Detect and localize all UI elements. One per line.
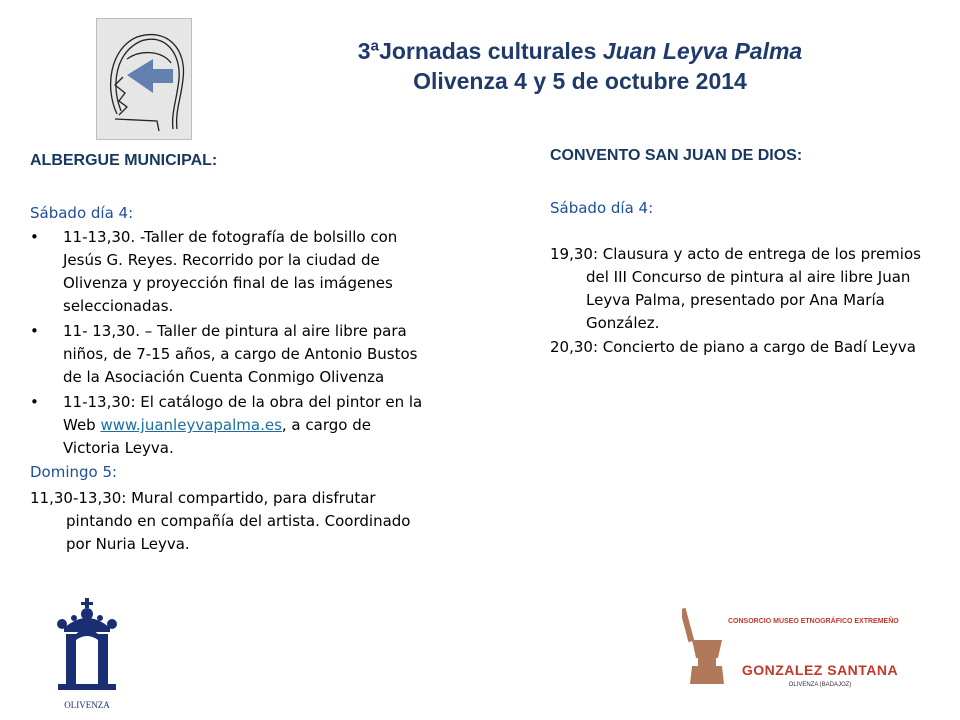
item-text: 11-13,30: El catálogo de la obra del pintor en la Web: [63, 393, 423, 434]
bullet: •: [30, 228, 39, 246]
convento-heading: CONVENTO SAN JUAN DE DIOS:: [550, 147, 803, 164]
convento-section: [550, 147, 921, 359]
head-sketch-logo: [96, 18, 192, 140]
olivenza-logo: [54, 598, 120, 708]
item-text: , a cargo de Victoria Leyva.: [63, 416, 371, 457]
page-title: [300, 36, 860, 96]
albergue-sunday-label: Domingo 5:: [30, 463, 118, 481]
list-item: [30, 391, 425, 460]
list-item: [30, 226, 425, 318]
title-line-2: Olivenza 4 y 5 de octubre 2014: [413, 68, 747, 94]
albergue-saturday-list: [30, 226, 425, 460]
title-artist: Juan Leyva Palma: [602, 38, 803, 64]
item-text: 11-13,30. -Taller de fotografía de bolsillo con Jesús G. Reyes. Recorrido por la ciudad de Olivenza y proyección final de las imágenes seleccionadas.: [63, 228, 398, 315]
olivenza-crest-icon: [54, 598, 120, 694]
bullet: •: [30, 393, 39, 411]
olivenza-logo-text: OLIVENZA: [64, 700, 110, 710]
museo-line1: CONSORCIO MUSEO ETNOGRÁFICO EXTREMEÑO: [728, 618, 899, 625]
bullet: •: [30, 322, 39, 340]
albergue-sunday-item: 11,30-13,30: Mural compartido, para disfrutar pintando en compañía del artista. Coordinado por Nuria Leyva.: [30, 489, 411, 553]
title-line-1: [300, 36, 860, 66]
convento-saturday-label: Sábado día 4:: [550, 199, 654, 217]
albergue-heading: ALBERGUE MUNICIPAL:: [30, 152, 218, 169]
title-event: 3ªJornadas culturales: [357, 38, 603, 64]
albergue-section: [30, 152, 425, 556]
museo-place: OLIVENZA (BADAJOZ): [788, 682, 852, 688]
convento-item: 19,30: Clausura y acto de entrega de los premios del III Concurso de pintura al aire libre Juan Leyva Palma, presentado por Ana María González.: [550, 245, 921, 332]
item-text: 11- 13,30. – Taller de pintura al aire libre para niños, de 7-15 años, a cargo de Antonio Bustos de la Asociación Cuenta Conmigo Olivenza: [63, 322, 418, 386]
convento-item: 20,30: Concierto de piano a cargo de Badí Leyva: [550, 338, 916, 356]
museo-logo: [682, 606, 922, 696]
museo-name: GONZALEZ SANTANA: [741, 662, 899, 678]
website-link[interactable]: www.juanleyvapalma.es: [100, 416, 282, 434]
albergue-saturday-label: Sábado día 4:: [30, 204, 134, 222]
head-sketch-icon: [97, 19, 191, 139]
list-item: [30, 320, 425, 389]
